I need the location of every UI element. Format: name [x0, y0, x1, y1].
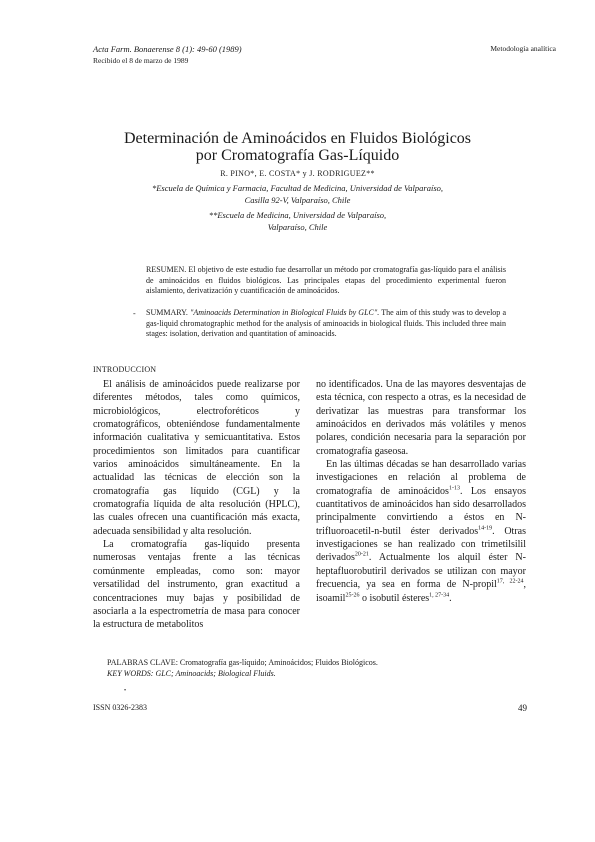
- affiliation-line-2: Casilla 92-V, Valparaíso, Chile: [244, 195, 351, 205]
- page-number: 49: [518, 703, 527, 713]
- section-heading-introduccion: INTRODUCCION: [93, 365, 157, 374]
- keywords: [107, 657, 378, 679]
- authors: R. PINO*, E. COSTA* y J. RODRIGUEZ**: [220, 169, 375, 178]
- text-run: .: [449, 592, 452, 604]
- text-run: . Los ensayos cuantitativos de aminoácidos han sido desarrollados principalmente convirtiendo a éstos en N-trifluoroacetil-n-butil éster derivados: [316, 485, 526, 537]
- citation-ref: 20-21: [354, 552, 369, 559]
- paragraph: [316, 458, 526, 605]
- summary-title: "Aminoacids Determination in Biological Fluids by GLC".: [190, 308, 380, 317]
- text-run: . Actualmente los alquil éster N-heptafluorobutiril derivados se utilizan con mayor frecuencia, ya sea en forma de N-propil: [316, 552, 526, 591]
- citation-ref: 14-19: [478, 525, 493, 532]
- stray-mark: •: [124, 688, 127, 694]
- received-date: Recibido el 8 de marzo de 1989: [93, 56, 189, 65]
- text-run: , isoamil: [316, 579, 527, 604]
- journal-citation: Acta Farm. Bonaerense 8 (1): 49-60 (1989): [93, 44, 242, 54]
- summary: [146, 308, 506, 340]
- section-label: Metodología analítica: [490, 44, 556, 53]
- left-column: [93, 378, 300, 632]
- paragraph: La cromatografía gas-líquido presenta numerosas ventajas frente a las técnicas comúnmente empleadas, como son: mayor versatilidad del instrumento, gran exactitud a concentraciones muy bajas y posibilidad de asociarla a la espectrometría de masa para conocer la estructura de metabolitos: [93, 539, 300, 631]
- summary-margin-mark: -: [133, 309, 136, 318]
- resumen-label: RESUMEN.: [146, 265, 187, 274]
- summary-label: SUMMARY.: [146, 308, 188, 317]
- paragraph: El análisis de aminoácidos puede realizarse por diferentes métodos, tales como químicos, microbiológicos, electroforéticos y cromatográficos, obteniéndose fundamentalmente información cualitativa y semicuantitativa. Estos procedimientos son limitados para cuantificar varios aminoácidos simultáneamente. En la actualidad las técnicas de elección son la cromatografía gas líquido (CGL) y la cromatografía líquida de alta resolución (HPLC), las cuales ofrecen una cuantificación más exacta, adecuada sensibilidad y alta resolución.: [93, 379, 300, 537]
- article-title: [0, 130, 595, 164]
- citation-ref: 1-13: [448, 485, 460, 492]
- resumen-text: El objetivo de este estudio fue desarrollar un método por cromatografía gas-líquido para el análisis de aminoácidos en fluidos biológicos. Las principales etapas del procedimiento experimental fueron aislamiento, derivatización y cuantificación de aminoácidos.: [146, 265, 506, 295]
- citation-ref: 17, 22-24: [496, 578, 524, 585]
- title-line-2: por Cromatografía Gas-Líquido: [195, 147, 400, 164]
- title-line-1: Determinación de Aminoácidos en Fluidos Biológicos: [123, 130, 472, 147]
- affiliation-line-4: Valparaíso, Chile: [267, 222, 328, 232]
- paragraph: no identificados. Una de las mayores desventajas de esta técnica, con respecto a otras, es la necesidad de derivatizar las muestras para transformar los aminoácidos en derivados más volátiles y menos polares, condición necesaria para la separación por cromatografía gaseosa.: [316, 379, 526, 457]
- text-run: . Otras investigaciones se han realizado con trimetilsilil derivados: [316, 525, 526, 564]
- summary-text: The aim of this study was to develop a gas-liquid chromatographic method for the analysis of aminoacids in biological fluids. This included three main stages: isolation, derivation and quantitation of aminoacids.: [146, 308, 506, 338]
- right-column: [316, 378, 526, 605]
- text-run: En las últimas décadas se han desarrollado varias investigaciones en relación al problema de cromatografía de aminoácidos: [316, 459, 526, 497]
- affiliation-line-1: *Escuela de Química y Farmacia, Facultad de Medicina, Universidad de Valparaíso,: [151, 183, 444, 193]
- affiliation-line-3: **Escuela de Medicina, Universidad de Valparaíso,: [208, 210, 387, 220]
- issn: ISSN 0326-2383: [93, 703, 148, 712]
- citation-ref: 25-26: [345, 592, 360, 599]
- keywords-en: KEY WORDS: GLC; Aminoacids; Biological Fluids.: [107, 669, 276, 678]
- keywords-es: PALABRAS CLAVE: Cromatografía gas-líquido; Aminoácidos; Fluidos Biológicos.: [107, 658, 378, 667]
- citation-ref: 1, 27-34: [429, 592, 450, 599]
- resumen: [146, 265, 506, 297]
- text-run: o isobutil ésteres: [359, 592, 430, 604]
